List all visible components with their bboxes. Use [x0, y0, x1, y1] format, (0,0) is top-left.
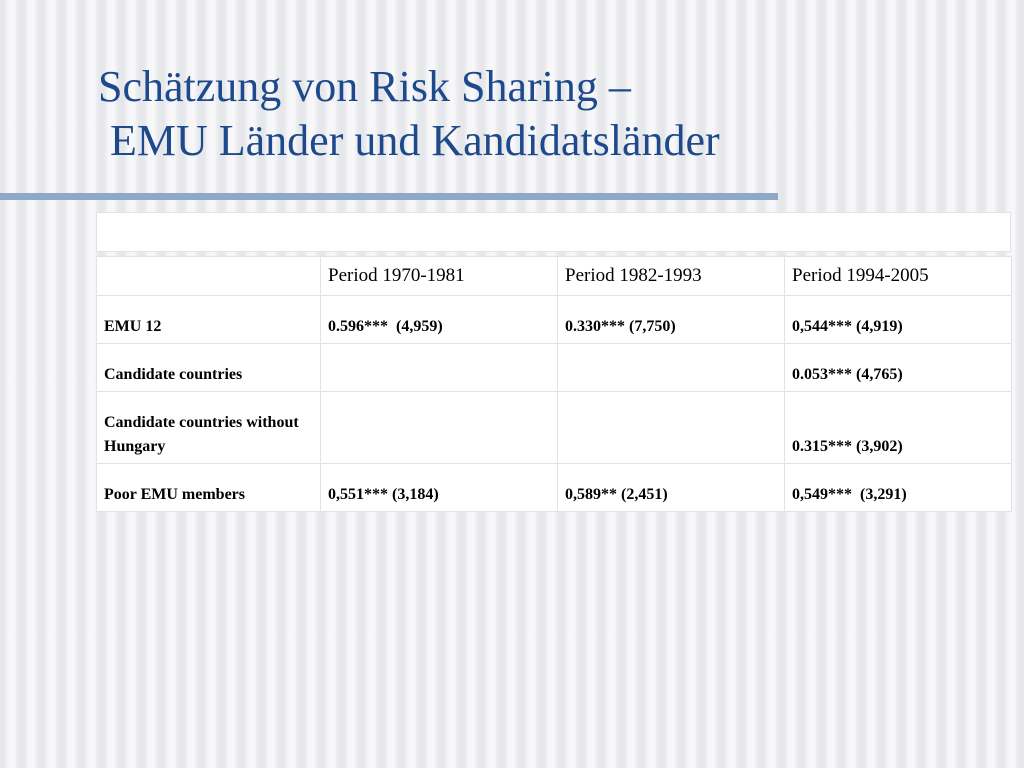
- table-cell: 0.053*** (4,765): [785, 344, 1012, 392]
- table-cell: [321, 392, 558, 464]
- row-label: Candidate countries: [97, 344, 321, 392]
- column-header-label: [97, 257, 321, 296]
- table-cell: 0,549*** (3,291): [785, 464, 1012, 512]
- risk-sharing-table: [96, 256, 1012, 512]
- table-cell: [558, 392, 785, 464]
- row-label: EMU 12: [97, 296, 321, 344]
- column-header-period-1994-2005: Period 1994-2005: [785, 257, 1012, 296]
- table-cell: [558, 344, 785, 392]
- table-caption-empty: [96, 212, 1011, 252]
- table-cell: 0,544*** (4,919): [785, 296, 1012, 344]
- table-row: [97, 392, 1012, 464]
- table-cell: 0,551*** (3,184): [321, 464, 558, 512]
- table-cell: [321, 344, 558, 392]
- slide-title: [98, 60, 720, 168]
- table-cell: 0.315*** (3,902): [785, 392, 1012, 464]
- table-row: [97, 464, 1012, 512]
- row-label: Candidate countries without Hungary: [97, 392, 321, 464]
- table-row: [97, 296, 1012, 344]
- table-cell: 0.330*** (7,750): [558, 296, 785, 344]
- slide-title-line-1: Schätzung von Risk Sharing –: [98, 62, 631, 111]
- column-header-period-1982-1993: Period 1982-1993: [558, 257, 785, 296]
- table-cell: 0.596*** (4,959): [321, 296, 558, 344]
- row-label: Poor EMU members: [97, 464, 321, 512]
- slide-title-line-2: EMU Länder und Kandidatsländer: [110, 116, 720, 165]
- table-header-row: [97, 257, 1012, 296]
- results-table-container: [96, 212, 1011, 512]
- column-header-period-1970-1981: Period 1970-1981: [321, 257, 558, 296]
- title-divider: [0, 193, 778, 200]
- table-cell: 0,589** (2,451): [558, 464, 785, 512]
- table-row: [97, 344, 1012, 392]
